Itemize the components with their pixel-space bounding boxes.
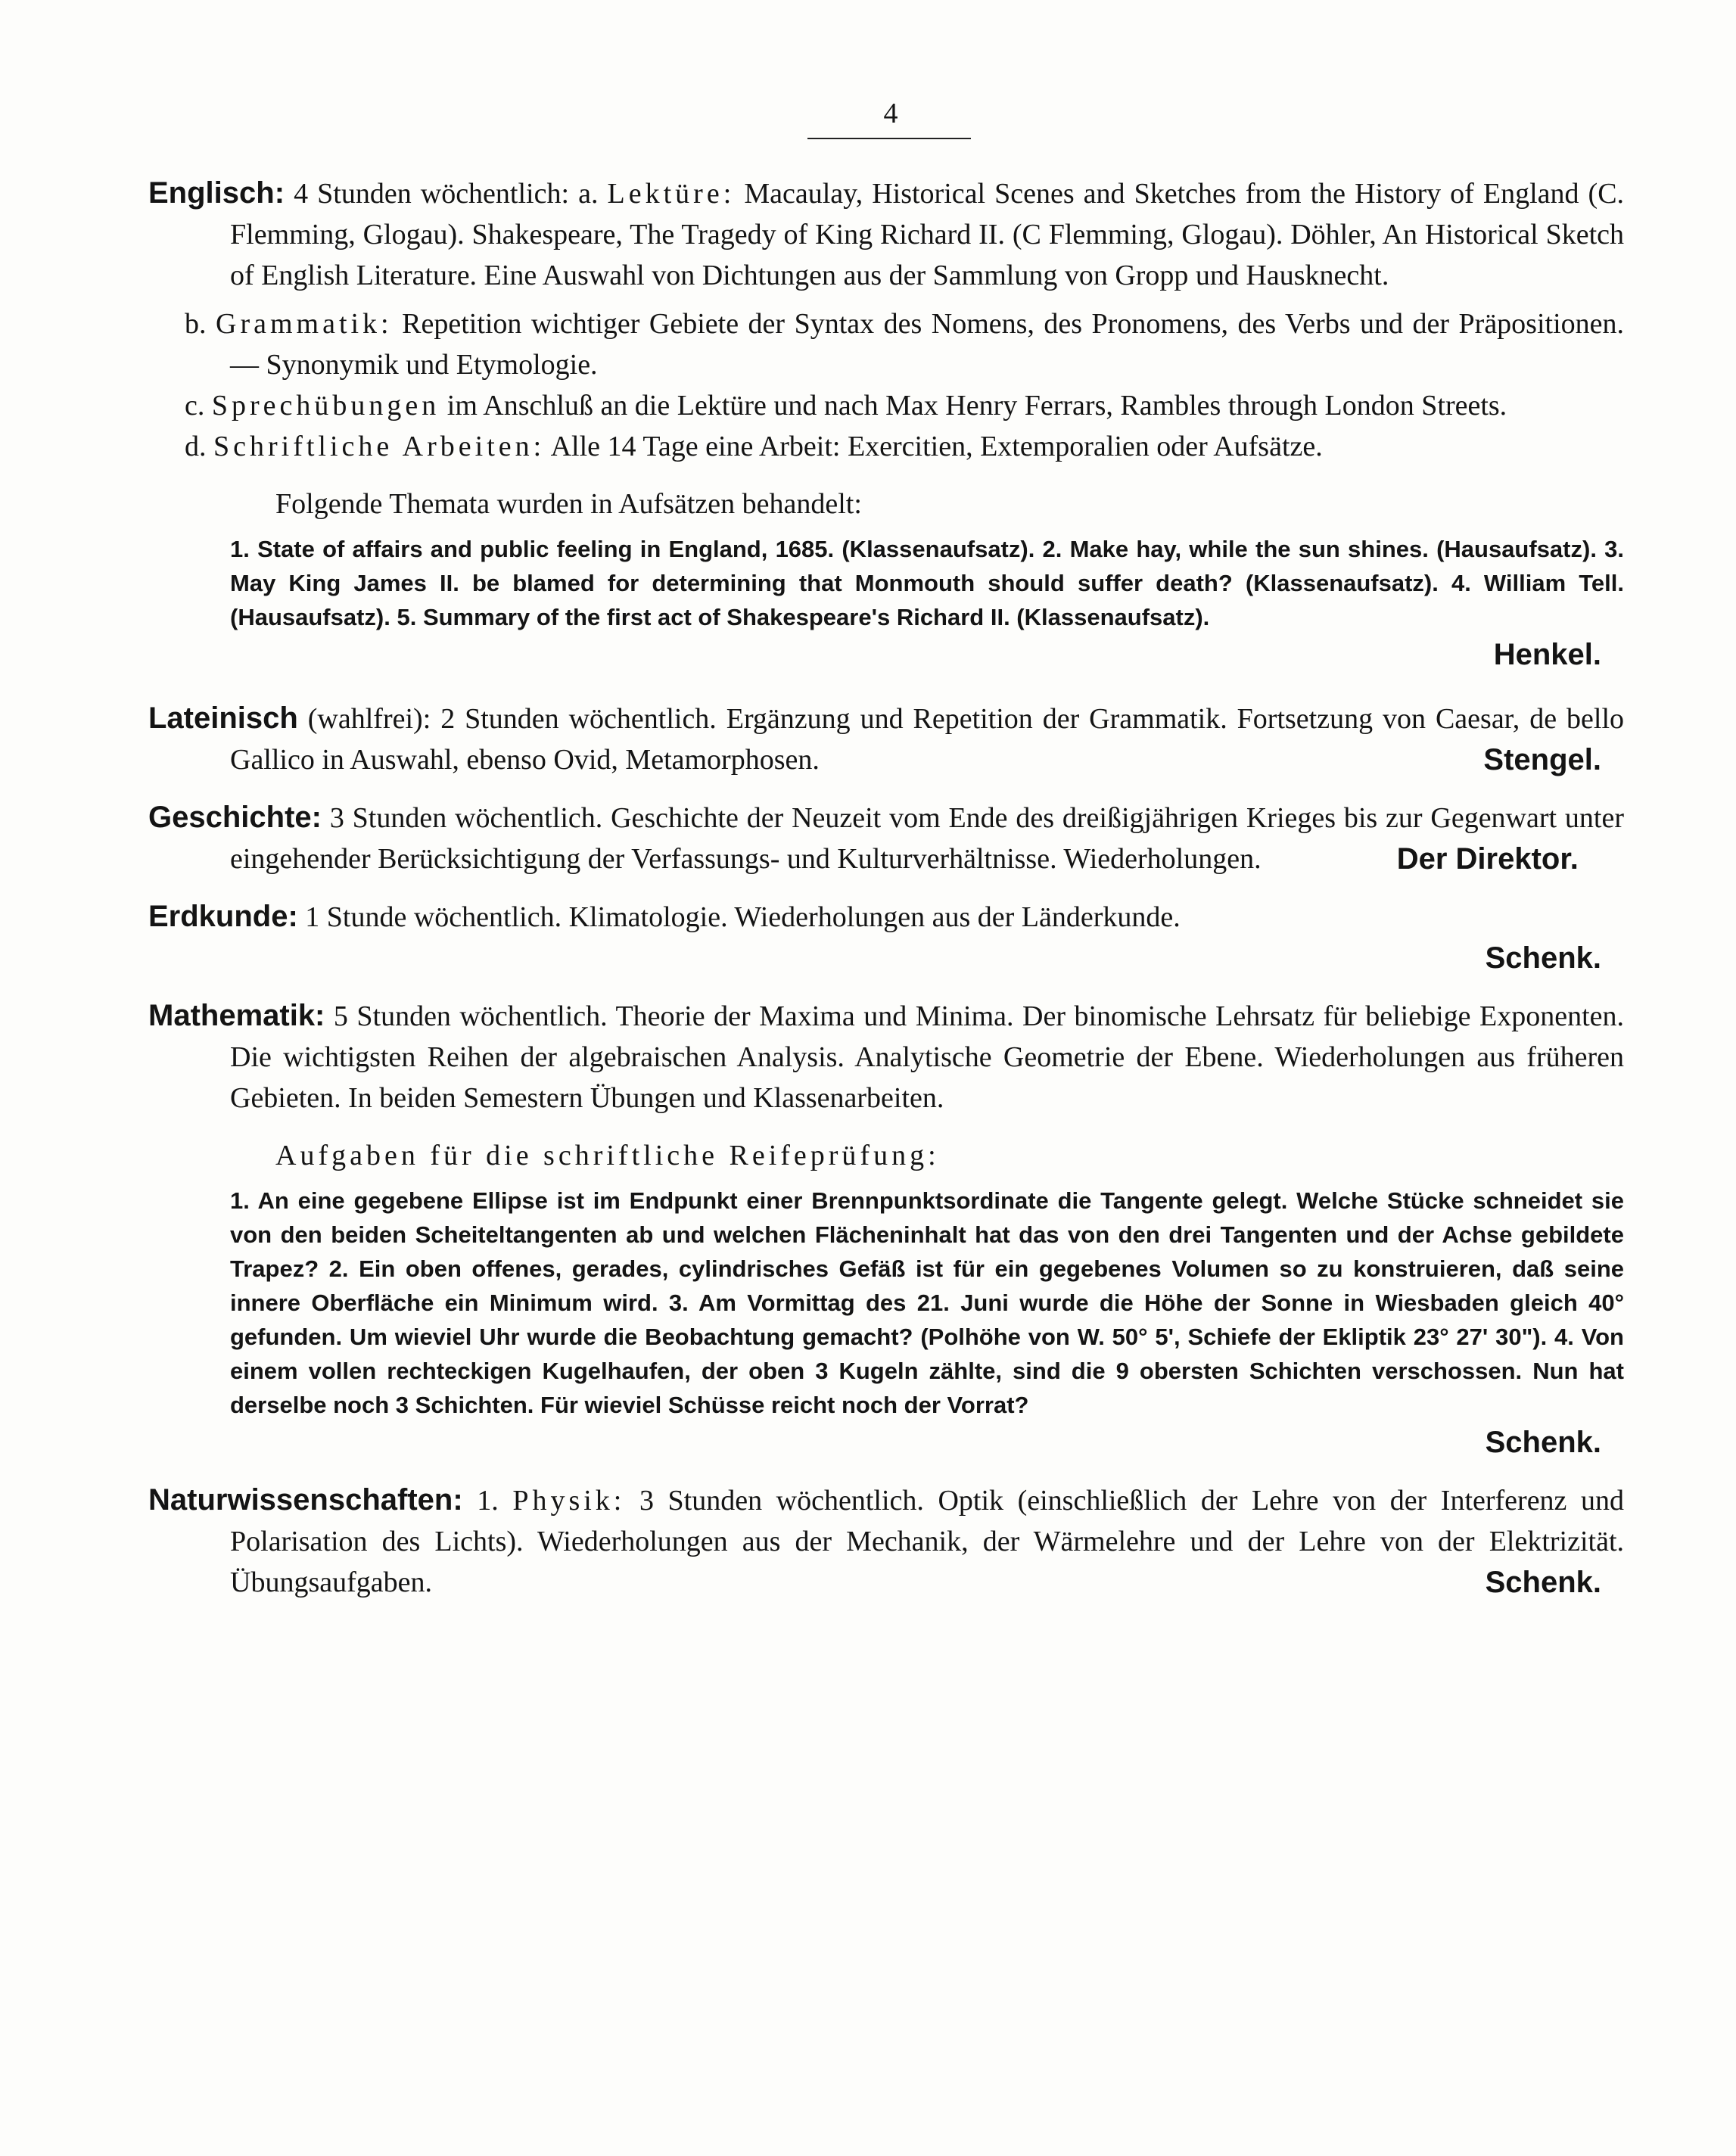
englisch-a-heading: Lektüre: [607, 178, 736, 210]
subject-heading-geschichte: Geschichte: [148, 801, 322, 834]
englisch-paragraph-a [148, 173, 1624, 296]
subject-heading-englisch: Englisch: [148, 176, 285, 210]
englisch-c-heading: Sprechübungen [211, 390, 440, 422]
section-mathematik [148, 995, 1624, 1463]
mathematik-paragraph [148, 995, 1624, 1118]
englisch-paragraph-b [148, 303, 1624, 385]
erdkunde-paragraph [148, 896, 1624, 938]
teacher-signature-lateinisch: Stengel. [1483, 743, 1601, 776]
mathematik-aufgaben-intro [148, 1135, 1624, 1176]
englisch-paragraph-d [148, 426, 1624, 467]
section-lateinisch [148, 698, 1624, 780]
page-content [148, 173, 1624, 1603]
englisch-a-label: a. [578, 178, 599, 210]
englisch-a-text: Macaulay, Historical Scenes and Sketches from the History of England (C. Flemming, Glogau). Shakespeare, The Tragedy of King Richard II. (C Flemming, Glogau). Döhler, An Historical Sketch of English Literature. Eine Auswahl von Dichtungen aus der Sammlung von Gropp und Hausknecht. [230, 178, 1625, 291]
englisch-c-text: im Anschluß an die Lektüre und nach Max Henry Ferrars, Rambles through London Streets. [446, 390, 1507, 422]
subject-heading-mathematik: Mathematik: [148, 999, 325, 1032]
englisch-c-label: c. [185, 390, 205, 422]
naturwissenschaften-paragraph [148, 1479, 1624, 1603]
naturwissenschaften-heading: Physik: [512, 1485, 626, 1517]
lateinisch-text: 2 Stunden wöchentlich. Ergänzung und Repetition der Grammatik. Fortsetzung von Caesar, de bello Gallico in Auswahl, ebenso Ovid, Metamorphosen. [230, 703, 1625, 776]
subject-heading-erdkunde: Erdkunde: [148, 900, 298, 933]
mathematik-text: 5 Stunden wöchentlich. Theorie der Maxima und Minima. Der binomische Lehrsatz für beliebige Exponenten. Die wichtigsten Reihen der algebraischen Analysis. Analytische Geometrie der Ebene. Wiederholungen aus früheren Gebieten. In beiden Semestern Übungen und Klassenarbeiten. [230, 1000, 1625, 1114]
geschichte-text: 3 Stunden wöchentlich. Geschichte der Neuzeit vom Ende des dreißigjährigen Krieges bis zur Gegenwart unter eingehender Berücksichtigung der Verfassungs- und Kulturverhältnisse. Wiederholungen. [230, 802, 1624, 875]
mathematik-aufgaben-heading: Aufgaben für die schriftliche Reifeprüfung: [275, 1140, 940, 1171]
englisch-themata-list: 1. State of affairs and public feeling in England, 1685. (Klassenaufsatz). 2. Make hay, while the sun shines. (Hausaufsatz). 3. May King James II. be blamed for determining that Monmouth should suffer death? (Klassenaufsatz). 4. William Tell. (Hausaufsatz). 5. Summary of the first act of Shakespeare's Richard II. (Klassenaufsatz). [230, 536, 1624, 630]
teacher-signature-mathematik: Schenk. [1485, 1426, 1601, 1459]
naturwissenschaften-label: 1. [477, 1485, 499, 1517]
englisch-b-heading: Grammatik: [216, 308, 393, 340]
teacher-signature-geschichte: Der Direktor. [1396, 842, 1579, 876]
teacher-signature-englisch: Henkel. [1493, 638, 1601, 671]
lateinisch-qualifier: (wahlfrei): [307, 703, 431, 735]
section-erdkunde [148, 896, 1624, 978]
teacher-signature-erdkunde: Schenk. [1485, 941, 1601, 975]
section-geschichte [148, 797, 1624, 879]
section-naturwissenschaften [148, 1479, 1624, 1603]
section-englisch [148, 173, 1624, 675]
englisch-hours: 4 Stunden wöchentlich: [294, 178, 570, 210]
subject-heading-lateinisch: Lateinisch [148, 702, 298, 735]
naturwissenschaften-text: 3 Stunden wöchentlich. Optik (einschließlich der Lehre von der Interferenz und Polarisation des Lichts). Wiederholungen aus der Mechanik, der Wärmelehre und der Lehre von der Elektrizität. Übungsaufgaben. [230, 1485, 1625, 1598]
subject-heading-naturwissenschaften: Naturwissenschaften: [148, 1483, 463, 1517]
englisch-themata-intro: Folgende Themata wurden in Aufsätzen behandelt: [275, 488, 862, 520]
page-number-rule [807, 138, 971, 139]
englisch-paragraph-c [148, 385, 1624, 426]
lateinisch-paragraph [148, 698, 1624, 780]
englisch-d-heading: Schriftliche Arbeiten: [213, 431, 546, 462]
erdkunde-text: 1 Stunde wöchentlich. Klimatologie. Wiederholungen aus der Länderkunde. [305, 901, 1181, 933]
geschichte-paragraph [148, 797, 1624, 879]
mathematik-aufgaben-list: 1. An eine gegebene Ellipse ist im Endpunkt einer Brennpunktsordinate die Tangente gelegt. Welche Stücke schneidet sie von den beiden Scheiteltangenten ab und welchen Flächeninhalt hat das von den drei Tangenten und der Achse gebildete Trapez? 2. Ein oben offenes, gerades, cylindrisches Gefäß ist für ein gegebenes Volumen so zu konstruieren, daß seine innere Oberfläche ein Minimum wird. 3. Am Vormittag des 21. Juni wurde die Höhe der Sonne in Wiesbaden gleich 40° gefunden. Um wieviel Uhr wurde die Beobachtung gemacht? (Polhöhe von W. 50° 5', Schiefe der Ekliptik 23° 27' 30"). 4. Von einem vollen rechteckigen Kugelhaufen, der oben 3 Kugeln zählte, sind die 9 obersten Schichten verschossen. Nun hat derselbe noch 3 Schichten. Für wieviel Schüsse reicht noch der Vorrat? [230, 1187, 1624, 1418]
page-number: 4 [883, 98, 898, 129]
englisch-d-label: d. [185, 431, 207, 462]
englisch-b-label: b. [185, 308, 207, 340]
englisch-b-text: Repetition wichtiger Gebiete der Syntax des Nomens, des Pronomens, des Verbs und der Präpositionen. — Synonymik und Etymologie. [230, 308, 1625, 381]
teacher-signature-naturwissenschaften: Schenk. [1485, 1566, 1601, 1599]
englisch-d-text: Alle 14 Tage eine Arbeit: Exercitien, Extemporalien oder Aufsätze. [550, 431, 1323, 462]
